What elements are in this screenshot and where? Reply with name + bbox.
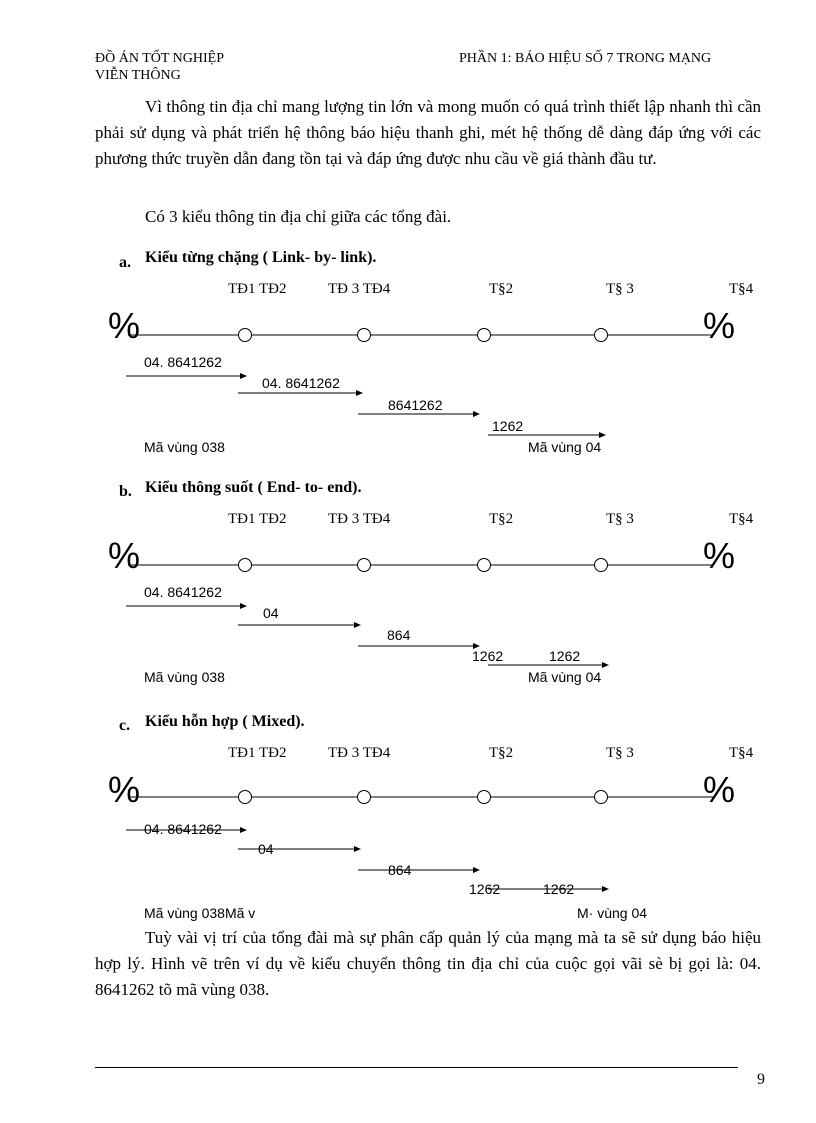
section-c-title: Kiểu hỗn hợp ( Mixed).: [145, 713, 305, 730]
header-right: PHẦN 1: BÁO HIỆU SỐ 7 TRONG MẠNG: [459, 51, 712, 66]
area-code-right: Mã vùng 04: [528, 669, 602, 685]
exchange-node: [478, 791, 491, 804]
node-label-ts3: T§ 3: [606, 745, 634, 761]
intro2-text: Có 3 kiểu thông tin địa chỉ giữa các tổng đài.: [145, 207, 452, 226]
exchange-node: [239, 791, 252, 804]
node-label-td1-td2: TĐ1 TĐ2: [228, 281, 287, 297]
arrow-label: 1262: [492, 418, 524, 434]
arrow-label: 1262: [549, 648, 581, 664]
area-code-left: Mã vùng 038: [144, 439, 225, 455]
section-a-letter: a.: [119, 254, 131, 271]
node-label-ts4: T§4: [729, 745, 754, 761]
arrow-label: 1262: [469, 881, 501, 897]
node-label-td3-td4: TĐ 3 TĐ4: [328, 511, 391, 527]
intro-text: Vì thông tin địa chỉ mang lượng tin lớn và mong muốn có quá trình thiết lập nhanh thì cần phải sử dụng và phát triển hệ thông báo hiệu thanh ghi, mét hệ thống dễ dàng đáp ứng với các phương thức truyền dẫn đang tồn tại và đáp ứng được nhu cầu về giá thành đầu tư.: [95, 97, 761, 168]
node-label-ts4: T§4: [729, 281, 754, 297]
node-label-td1-td2: TĐ1 TĐ2: [228, 511, 287, 527]
subscriber-left-icon: %: [108, 535, 141, 576]
node-label-td1-td2: TĐ1 TĐ2: [228, 745, 287, 761]
node-label-ts2: T§2: [489, 281, 514, 297]
closing-paragraph: [95, 925, 761, 1003]
section-b-title: Kiểu thông suốt ( End- to- end).: [145, 479, 362, 496]
arrow-label: 864: [388, 862, 412, 878]
arrow-label: 04. 8641262: [262, 375, 340, 391]
node-label-td3-td4: TĐ 3 TĐ4: [328, 745, 391, 761]
arrow-label: 04. 8641262: [144, 354, 222, 370]
arrow-label: 04. 8641262: [144, 821, 222, 837]
footer-rule: [95, 1067, 738, 1068]
subscriber-left-icon: %: [108, 305, 141, 346]
arrow-label: 04. 8641262: [144, 584, 222, 600]
arrow-label: 1262: [543, 881, 575, 897]
section-a-title: Kiểu từng chặng ( Link- by- link).: [145, 249, 377, 266]
arrow-label: 1262: [472, 648, 504, 664]
arrow-label: 8641262: [388, 397, 443, 413]
area-code-left: Mã vùng 038: [144, 669, 225, 685]
page-number: 9: [757, 1071, 765, 1088]
arrow-label: 04: [258, 841, 274, 857]
area-code-right: Mã vùng 04: [528, 439, 602, 455]
node-label-ts4: T§4: [729, 511, 754, 527]
node-label-ts3: T§ 3: [606, 281, 634, 297]
arrow-label: 864: [387, 627, 411, 643]
signal-arrow: [358, 867, 480, 873]
subscriber-right-icon: %: [703, 305, 736, 346]
signal-arrow: [238, 846, 361, 852]
header-left-line2: VIỄN THÔNG: [95, 68, 181, 83]
area-code-right: M· vùng 04: [577, 905, 648, 921]
subscriber-right-icon: %: [703, 535, 736, 576]
node-label-td3-td4: TĐ 3 TĐ4: [328, 281, 391, 297]
subscriber-right-icon: %: [703, 769, 736, 810]
arrow-label: 04: [263, 605, 279, 621]
exchange-node: [595, 791, 608, 804]
node-label-ts2: T§2: [489, 745, 514, 761]
section-b-letter: b.: [119, 483, 132, 500]
exchange-node: [358, 791, 371, 804]
section-c-letter: c.: [119, 717, 131, 734]
header-left-line1: ĐỒ ÁN TỐT NGHIỆP: [95, 51, 224, 66]
node-label-ts3: T§ 3: [606, 511, 634, 527]
area-code-left: Mã vùng 038Mã v: [144, 905, 256, 921]
subscriber-left-icon: %: [108, 769, 141, 810]
node-label-ts2: T§2: [489, 511, 514, 527]
closing-text: Tuỳ vài vị trí của tổng đài mà sự phân cấp quản lý của mạng mà ta sẽ sử dụng báo hiệu hợp lý. Hình vẽ trên ví dụ về kiểu chuyển thông tin địa chỉ của cuộc gọi vãi sè bị gọi là: 04. 8641262 tõ mã vùng 038.: [95, 928, 761, 999]
